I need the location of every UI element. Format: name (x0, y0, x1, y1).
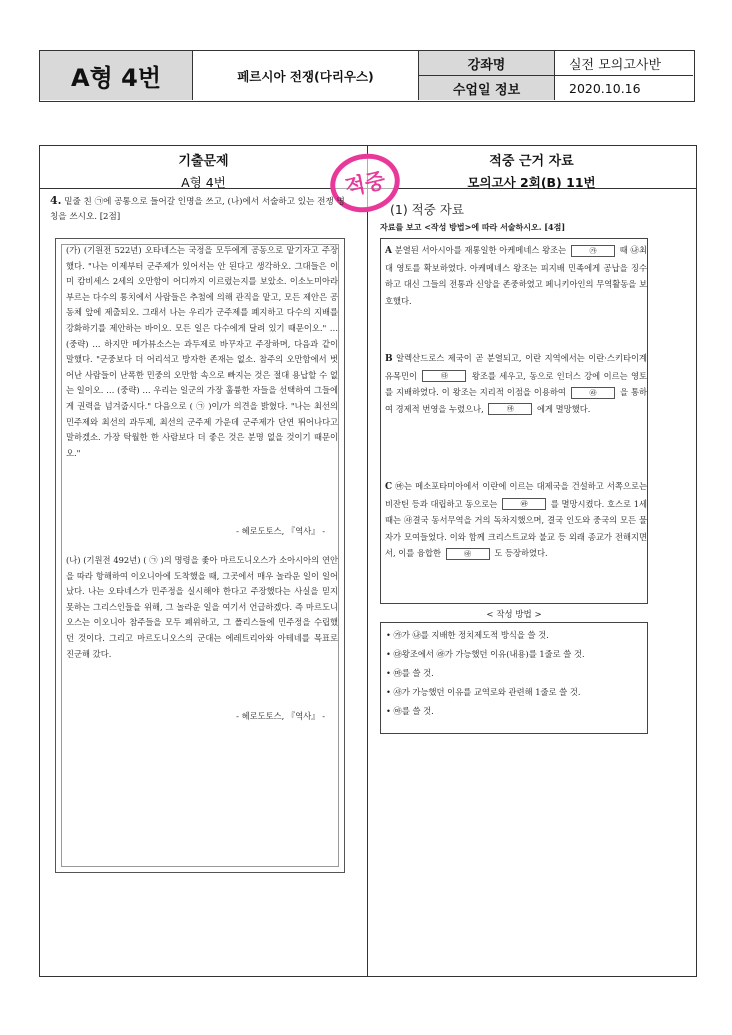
header-table (39, 50, 695, 102)
method-item: • ㉮가 ㉯를 지배한 정치제도적 방식을 쓸 것. (386, 630, 549, 640)
topic-subtitle: 페르시아 전쟁(다리우스) (193, 51, 419, 100)
blank-sa: ㉵ (446, 548, 490, 560)
date-value: 2020.10.16 (569, 80, 641, 96)
right-head-title: 적중 근거 자료 (489, 154, 574, 169)
question-text (50, 193, 350, 225)
blank-ra: ㉱ (571, 387, 615, 399)
right-column-header (368, 146, 695, 188)
stamp-text: 적중 (342, 168, 388, 200)
left-column-header (40, 146, 367, 188)
para-c-label: C (385, 482, 393, 492)
method-item: • ㉲를 쓸 것. (386, 668, 434, 678)
question-number: 4. (50, 194, 62, 207)
para-c-text-2: 를 멸망시켰다. 호스로 1세 때는 ㉴결국 동서무역을 거의 독차지했으며, 결국 인도와 중국의 모든 물자가 모여들었다. 이와 함께 크리스트교와 불교 등 외래 종교가 전해지면서, 이를 융합한 (385, 498, 647, 558)
course-value: 실전 모의고사반 (555, 51, 693, 76)
column-divider (367, 146, 368, 976)
passage-ga: (가) (기원전 522년) 오타네스는 국정을 모두에게 공동으로 맡기자고 주장했다. "나는 이제부터 군주제가 있어서는 안 된다고 생각하오. 그대들은 이미 캄비세스 2세의 오만함이 어디까지 이르렀는지를 보았소. 이소노미아라 부르는 다수의 통치에서 사람들은 추첨에 의해 관직을 맡고, 모든 제안은 공동체 앞에 제출되오. 그래서 나는 우리가 군주제를 폐지하고 다수의 지배를 강화하기를 제안하는 바이오. 모든 일은 다수에게 달려 있기 때문이오." … (중략) … 하지만 메가뷰소스는 과두제로 바꾸자고 주장하며, 다음과 같이 말했다. "군중보다 더 어리석고 방자한 존재는 없소. 참주의 오만함에서 벗어난 사람들이 난폭한 민중의 오만함 속으로 빠지는 것은 절대 용납할 수 없는 일이오. … (중략) … 우리는 일군의 가장 훌륭한 자들을 선택하여 그들에게 권력을 넘겨줍시다." 다음으로 ( ㉠ )이/가 의견을 밝혔다. "나는 최선의 민주제와 최선의 과두제, 최선의 군주제 가운데 군주제가 단연 뛰어나다고 말하겠소. 가장 탁월한 한 사람보다 더 좋은 것은 분명 없을 것이기 때문이오." (66, 245, 338, 458)
page-title: A형 4번 (40, 51, 193, 100)
para-a-text-2: 때 ㉯최대 영토를 확보하였다. 아케메네스 왕조는 피지배 민족에게 공납을 징수하고 대신 그들의 전통과 신앙을 존중하였고 페니키아인의 무역활동을 보호했다. (385, 245, 647, 306)
date-label: 수업일 정보 (419, 76, 555, 100)
source-na: - 헤로도토스, 『역사』 - (236, 711, 325, 721)
blank-ga: ㉮ (571, 245, 615, 257)
course-label: 강좌명 (419, 51, 555, 76)
para-b-text-1: 알렉산드로스 제국이 곧 분열되고, 이란 지역에서는 이란·스키타이계 유목민이 (385, 353, 647, 381)
para-a-label: A (385, 246, 392, 256)
method-list (386, 626, 648, 721)
paragraph-b (385, 350, 647, 417)
para-c-text-3: 도 등장하였다. (494, 548, 548, 558)
blank-ma: ㉲ (488, 403, 532, 415)
passage-na: (나) (기원전 492년) ( ㉠ )의 명령을 좇아 마르도니오스가 소아시아의 연안을 따라 항해하여 이오니아에 도착했을 때, 그곳에서 매우 놀라운 일이 일어났다. 나는 오타네스가 민주정을 실시해야 한다고 주장했다는 사실을 믿지 못하는 그리스인들을 위해, 그 놀라운 일을 여기서 언급하겠다. 즉 마르도니오스는 이오니아 참주들을 모두 폐위하고, 그 폴리스들에 민주정을 수립했던 것이다. 그리고 마르도니오스의 군대는 에레트리아와 아테네를 목표로 진군해 갔다. (66, 555, 338, 659)
para-b-label: B (385, 354, 393, 364)
question-body: 밑줄 친 ㉠에 공통으로 들어갈 인명을 쓰고, (나)에서 서술하고 있는 전쟁 명칭을 쓰시오. [2점] (50, 197, 345, 222)
method-item: • ㉴가 가능했던 이유를 교역로와 관련해 1줄로 쓸 것. (386, 687, 581, 697)
blank-ba: ㉳ (502, 498, 546, 510)
method-item: • ㉰왕조에서 ㉱가 가능했던 이유(내용)를 1줄로 쓸 것. (386, 649, 585, 659)
left-head-sub: A형 4번 (181, 175, 226, 190)
right-head-sub: 모의고사 2회(B) 11번 (467, 175, 596, 190)
paragraph-a (385, 242, 647, 309)
section-title: (1) 적중 자료 (390, 202, 464, 217)
source-ga: - 헤로도토스, 『역사』 - (236, 526, 325, 536)
method-item: • ㉵를 쓸 것. (386, 706, 434, 716)
method-title: < 작성 방법 > (486, 610, 542, 620)
instruction-text: 자료를 보고 <작성 방법>에 따라 서술하시오. [4점] (380, 222, 566, 232)
blank-da: ㉰ (422, 370, 466, 382)
para-b-text-4: 에게 멸망했다. (537, 403, 591, 414)
para-b-text-2: 왕조를 세우고, 동으로 인더스 강에 이르는 영토를 지배하였다. 이 왕조는 지리적 이점을 이용하여 (385, 370, 648, 397)
para-c-text-1: ㉲는 메소포타미아에서 이란에 이르는 대제국을 건설하고 서쪽으로는 비잔틴 등과 대립하고 동으로는 (385, 481, 647, 509)
left-head-title: 기출문제 (178, 154, 229, 169)
para-a-text-1: 분열된 서아시아를 재통일한 아케메네스 왕조는 (394, 245, 567, 255)
paragraph-c (385, 478, 647, 562)
para-b-text-3: 을 통하여 경제적 번영을 누렸으나, (385, 387, 648, 414)
